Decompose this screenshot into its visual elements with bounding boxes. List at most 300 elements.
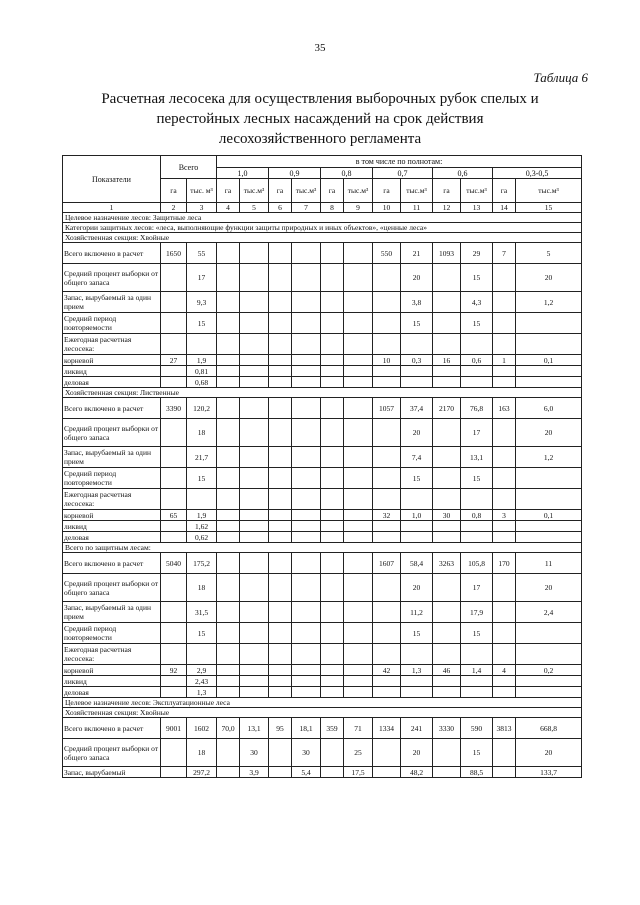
table-cell: 297,2 bbox=[187, 767, 217, 778]
table-cell: 0,2 bbox=[516, 665, 582, 676]
header-total: Всего bbox=[161, 156, 217, 179]
table-cell: 9,3 bbox=[187, 292, 217, 313]
table-cell bbox=[321, 447, 344, 468]
table-cell bbox=[516, 468, 582, 489]
table-cell: 18 bbox=[187, 739, 217, 767]
table-row bbox=[63, 623, 582, 644]
table-cell bbox=[516, 366, 582, 377]
table-row bbox=[63, 532, 582, 543]
table-cell: 5,4 bbox=[292, 767, 321, 778]
table-cell bbox=[493, 468, 516, 489]
table-cell bbox=[292, 489, 321, 510]
table-cell: 95 bbox=[269, 718, 292, 739]
table-cell: 1334 bbox=[373, 718, 401, 739]
table-cell bbox=[292, 687, 321, 698]
table-cell bbox=[516, 687, 582, 698]
section-row bbox=[63, 223, 582, 233]
header-density: 0,6 bbox=[433, 168, 493, 179]
section-heading: Целевое назначение лесов: Защитные леса bbox=[63, 213, 582, 223]
table-cell: 20 bbox=[516, 264, 582, 292]
table-cell bbox=[161, 468, 187, 489]
table-cell: 32 bbox=[373, 510, 401, 521]
row-label: корневой bbox=[63, 665, 161, 676]
column-number: 6 bbox=[269, 203, 292, 213]
table-cell: 2,4 bbox=[516, 602, 582, 623]
table-cell bbox=[292, 398, 321, 419]
table-cell bbox=[493, 334, 516, 355]
table-cell bbox=[217, 419, 240, 447]
table-cell bbox=[161, 676, 187, 687]
table-cell bbox=[344, 602, 373, 623]
row-label: Всего включено в расчет bbox=[63, 718, 161, 739]
table-row bbox=[63, 521, 582, 532]
table-cell bbox=[373, 419, 401, 447]
table-cell bbox=[493, 521, 516, 532]
table-cell: 92 bbox=[161, 665, 187, 676]
table-cell bbox=[269, 264, 292, 292]
table-cell bbox=[217, 602, 240, 623]
table-cell: 46 bbox=[433, 665, 461, 676]
table-row bbox=[63, 334, 582, 355]
table-cell bbox=[401, 366, 433, 377]
table-cell: 2,43 bbox=[187, 676, 217, 687]
table-cell bbox=[493, 739, 516, 767]
table-cell: 1 bbox=[493, 355, 516, 366]
table-cell bbox=[321, 767, 344, 778]
table-cell: 3390 bbox=[161, 398, 187, 419]
table-row bbox=[63, 510, 582, 521]
table-cell: 4,3 bbox=[461, 292, 493, 313]
row-label: Ежегодная расчетная лесосека: bbox=[63, 644, 161, 665]
row-label: Запас, вырубаемый за один прием bbox=[63, 602, 161, 623]
row-label: Всего включено в расчет bbox=[63, 553, 161, 574]
table-cell: 590 bbox=[461, 718, 493, 739]
table-cell bbox=[217, 447, 240, 468]
table-cell bbox=[321, 532, 344, 543]
table-cell: 175,2 bbox=[187, 553, 217, 574]
table-cell bbox=[269, 510, 292, 521]
table-cell bbox=[493, 366, 516, 377]
table-cell bbox=[269, 623, 292, 644]
title-line: перестойных лесных насаждений на срок действия bbox=[156, 111, 484, 127]
table-cell bbox=[461, 489, 493, 510]
section-row bbox=[63, 698, 582, 708]
table-cell bbox=[516, 623, 582, 644]
row-label: Средний процент выборки от общего запаса bbox=[63, 574, 161, 602]
table-cell bbox=[240, 489, 269, 510]
section-heading: Категории защитных лесов: «леса, выполняющие функции защиты природных и иных объектов», «ценные леса» bbox=[63, 223, 582, 233]
table-cell bbox=[321, 687, 344, 698]
table-cell bbox=[344, 665, 373, 676]
table-cell bbox=[217, 243, 240, 264]
table-cell bbox=[240, 623, 269, 644]
table-cell bbox=[433, 334, 461, 355]
table-cell: 13,1 bbox=[240, 718, 269, 739]
table-cell bbox=[433, 292, 461, 313]
table-cell bbox=[344, 521, 373, 532]
table-cell bbox=[292, 264, 321, 292]
table-cell bbox=[269, 313, 292, 334]
table-cell: 1093 bbox=[433, 243, 461, 264]
table-cell: 1,9 bbox=[187, 510, 217, 521]
table-cell bbox=[187, 334, 217, 355]
table-cell bbox=[269, 644, 292, 665]
table-cell: 0,68 bbox=[187, 377, 217, 388]
table-cell bbox=[401, 334, 433, 355]
table-cell bbox=[373, 739, 401, 767]
table-cell bbox=[269, 377, 292, 388]
header-unit: га bbox=[161, 179, 187, 203]
header-unit: га bbox=[217, 179, 240, 203]
table-cell bbox=[373, 366, 401, 377]
table-cell bbox=[217, 377, 240, 388]
column-number: 4 bbox=[217, 203, 240, 213]
table-cell bbox=[217, 532, 240, 543]
table-cell: 15 bbox=[461, 468, 493, 489]
table-cell: 15 bbox=[461, 739, 493, 767]
table-cell: 48,2 bbox=[401, 767, 433, 778]
table-cell bbox=[401, 489, 433, 510]
table-cell: 0,3 bbox=[401, 355, 433, 366]
table-cell: 3263 bbox=[433, 553, 461, 574]
table-cell bbox=[217, 687, 240, 698]
table-cell bbox=[373, 264, 401, 292]
table-cell bbox=[344, 377, 373, 388]
column-number: 14 bbox=[493, 203, 516, 213]
table-cell: 1,62 bbox=[187, 521, 217, 532]
table-cell bbox=[269, 574, 292, 602]
table-cell: 133,7 bbox=[516, 767, 582, 778]
table-cell bbox=[516, 313, 582, 334]
table-cell bbox=[187, 489, 217, 510]
table-cell: 15 bbox=[461, 264, 493, 292]
table-cell bbox=[344, 313, 373, 334]
table-cell: 88,5 bbox=[461, 767, 493, 778]
table-cell bbox=[217, 510, 240, 521]
table-cell bbox=[292, 574, 321, 602]
table-cell bbox=[217, 739, 240, 767]
table-cell bbox=[292, 532, 321, 543]
table-cell bbox=[161, 419, 187, 447]
table-cell bbox=[493, 644, 516, 665]
table-row bbox=[63, 419, 582, 447]
table-cell bbox=[461, 644, 493, 665]
table-cell bbox=[433, 264, 461, 292]
table-cell bbox=[292, 510, 321, 521]
table-row bbox=[63, 377, 582, 388]
table-cell bbox=[161, 366, 187, 377]
table-cell bbox=[344, 510, 373, 521]
row-label: Запас, вырубаемый за один прием bbox=[63, 447, 161, 468]
table-cell bbox=[493, 676, 516, 687]
table-cell bbox=[217, 623, 240, 644]
table-cell: 65 bbox=[161, 510, 187, 521]
table-cell: 2170 bbox=[433, 398, 461, 419]
section-heading: Всего по защитным лесам: bbox=[63, 543, 582, 553]
table-cell bbox=[292, 366, 321, 377]
table-cell bbox=[217, 676, 240, 687]
table-cell bbox=[433, 676, 461, 687]
row-label: Средний процент выборки от общего запаса bbox=[63, 739, 161, 767]
table-cell: 42 bbox=[373, 665, 401, 676]
table-cell bbox=[240, 521, 269, 532]
table-cell bbox=[269, 292, 292, 313]
row-label: ликвид bbox=[63, 366, 161, 377]
table-cell bbox=[493, 767, 516, 778]
table-cell: 1,0 bbox=[401, 510, 433, 521]
table-cell bbox=[321, 665, 344, 676]
table-cell bbox=[161, 767, 187, 778]
table-cell bbox=[217, 489, 240, 510]
table-cell bbox=[161, 739, 187, 767]
table-cell bbox=[373, 521, 401, 532]
table-title bbox=[60, 89, 580, 149]
table-cell bbox=[161, 292, 187, 313]
table-cell bbox=[269, 676, 292, 687]
table-cell: 58,4 bbox=[401, 553, 433, 574]
table-cell bbox=[433, 602, 461, 623]
table-row bbox=[63, 739, 582, 767]
table-cell bbox=[217, 264, 240, 292]
header-unit: га bbox=[269, 179, 292, 203]
table-cell: 1650 bbox=[161, 243, 187, 264]
header-unit: га bbox=[433, 179, 461, 203]
table-cell bbox=[516, 676, 582, 687]
table-cell bbox=[217, 292, 240, 313]
table-cell bbox=[217, 366, 240, 377]
table-cell bbox=[321, 602, 344, 623]
table-cell: 20 bbox=[516, 739, 582, 767]
column-number: 12 bbox=[433, 203, 461, 213]
table-cell bbox=[292, 644, 321, 665]
table-cell bbox=[461, 687, 493, 698]
table-cell bbox=[269, 468, 292, 489]
table-cell bbox=[373, 687, 401, 698]
table-cell bbox=[493, 532, 516, 543]
table-cell bbox=[217, 355, 240, 366]
table-cell bbox=[433, 739, 461, 767]
table-cell bbox=[321, 510, 344, 521]
row-label: Запас, вырубаемый за один прием bbox=[63, 292, 161, 313]
table-cell bbox=[217, 468, 240, 489]
row-label: ликвид bbox=[63, 676, 161, 687]
table-cell: 18 bbox=[187, 574, 217, 602]
table-cell: 668,8 bbox=[516, 718, 582, 739]
table-row bbox=[63, 676, 582, 687]
table-cell bbox=[433, 366, 461, 377]
header-unit: тыс.м³ bbox=[461, 179, 493, 203]
table-cell bbox=[269, 553, 292, 574]
table-cell bbox=[373, 532, 401, 543]
row-label: Средний период повторяемости bbox=[63, 468, 161, 489]
table-cell bbox=[321, 623, 344, 644]
row-label: корневой bbox=[63, 355, 161, 366]
table-cell: 21,7 bbox=[187, 447, 217, 468]
row-label: Всего включено в расчет bbox=[63, 398, 161, 419]
table-cell bbox=[292, 447, 321, 468]
table-cell bbox=[321, 334, 344, 355]
header-by-density: в том числе по полнотам: bbox=[217, 156, 582, 168]
table-cell bbox=[269, 355, 292, 366]
table-cell bbox=[373, 489, 401, 510]
table-cell bbox=[321, 644, 344, 665]
row-label: деловая bbox=[63, 532, 161, 543]
table-cell: 17 bbox=[187, 264, 217, 292]
table-cell: 76,8 bbox=[461, 398, 493, 419]
row-label: Ежегодная расчетная лесосека: bbox=[63, 334, 161, 355]
table-row bbox=[63, 355, 582, 366]
table-cell: 0,6 bbox=[461, 355, 493, 366]
table-cell bbox=[240, 398, 269, 419]
table-cell bbox=[373, 313, 401, 334]
table-row bbox=[63, 398, 582, 419]
table-cell bbox=[269, 687, 292, 698]
table-cell bbox=[269, 739, 292, 767]
table-cell: 70,0 bbox=[217, 718, 240, 739]
table-cell bbox=[461, 334, 493, 355]
table-cell bbox=[344, 687, 373, 698]
table-cell bbox=[240, 377, 269, 388]
table-cell bbox=[269, 602, 292, 623]
table-cell: 25 bbox=[344, 739, 373, 767]
table-cell bbox=[493, 264, 516, 292]
table-cell bbox=[433, 644, 461, 665]
table-cell bbox=[161, 532, 187, 543]
title-line: Расчетная лесосека для осуществления выборочных рубок спелых и bbox=[101, 91, 539, 107]
table-cell bbox=[292, 602, 321, 623]
table-cell: 37,4 bbox=[401, 398, 433, 419]
table-cell bbox=[269, 366, 292, 377]
table-cell bbox=[269, 521, 292, 532]
table-cell bbox=[433, 489, 461, 510]
table-cell bbox=[344, 292, 373, 313]
table-cell bbox=[344, 355, 373, 366]
table-cell: 359 bbox=[321, 718, 344, 739]
table-cell: 71 bbox=[344, 718, 373, 739]
header-unit: тыс.м³ bbox=[344, 179, 373, 203]
table-cell bbox=[344, 264, 373, 292]
row-label: Запас, вырубаемый bbox=[63, 767, 161, 778]
table-cell: 10 bbox=[373, 355, 401, 366]
table-cell: 20 bbox=[401, 739, 433, 767]
table-cell bbox=[344, 532, 373, 543]
table-cell: 15 bbox=[461, 623, 493, 644]
table-cell bbox=[321, 313, 344, 334]
table-cell bbox=[493, 687, 516, 698]
table-cell: 17 bbox=[461, 574, 493, 602]
table-cell bbox=[321, 468, 344, 489]
table-row bbox=[63, 264, 582, 292]
header-unit: тыс. м³ bbox=[187, 179, 217, 203]
table-cell bbox=[493, 623, 516, 644]
table-cell bbox=[373, 377, 401, 388]
section-heading: Хозяйственная секция: Хвойные bbox=[63, 708, 582, 718]
row-label: корневой bbox=[63, 510, 161, 521]
allowable-cut-table bbox=[62, 155, 582, 778]
section-row bbox=[63, 708, 582, 718]
table-cell bbox=[161, 489, 187, 510]
table-cell: 18,1 bbox=[292, 718, 321, 739]
table-cell: 1,9 bbox=[187, 355, 217, 366]
table-cell bbox=[373, 468, 401, 489]
table-cell bbox=[217, 521, 240, 532]
row-label: Средний период повторяемости bbox=[63, 623, 161, 644]
table-cell: 30 bbox=[433, 510, 461, 521]
table-cell bbox=[240, 532, 269, 543]
table-row bbox=[63, 366, 582, 377]
table-cell bbox=[161, 377, 187, 388]
table-cell: 0,1 bbox=[516, 355, 582, 366]
table-cell bbox=[292, 377, 321, 388]
table-cell bbox=[373, 334, 401, 355]
table-cell bbox=[240, 602, 269, 623]
table-wrapper bbox=[62, 155, 581, 778]
table-cell: 0,62 bbox=[187, 532, 217, 543]
table-cell: 55 bbox=[187, 243, 217, 264]
table-cell: 20 bbox=[401, 264, 433, 292]
table-cell bbox=[240, 553, 269, 574]
table-cell bbox=[401, 521, 433, 532]
table-cell: 3813 bbox=[493, 718, 516, 739]
row-label: ликвид bbox=[63, 521, 161, 532]
table-cell: 0,8 bbox=[461, 510, 493, 521]
table-cell bbox=[269, 665, 292, 676]
table-cell bbox=[240, 292, 269, 313]
header-unit: тыс.м³ bbox=[292, 179, 321, 203]
column-number: 11 bbox=[401, 203, 433, 213]
table-cell: 3 bbox=[493, 510, 516, 521]
column-number: 15 bbox=[516, 203, 582, 213]
table-cell: 1,4 bbox=[461, 665, 493, 676]
table-cell bbox=[321, 243, 344, 264]
table-cell bbox=[321, 377, 344, 388]
table-cell bbox=[344, 398, 373, 419]
table-row bbox=[63, 644, 582, 665]
section-row bbox=[63, 213, 582, 223]
table-row bbox=[63, 767, 582, 778]
table-cell bbox=[217, 334, 240, 355]
table-cell: 2,9 bbox=[187, 665, 217, 676]
table-cell bbox=[240, 419, 269, 447]
table-cell bbox=[493, 447, 516, 468]
table-cell bbox=[240, 687, 269, 698]
table-cell bbox=[292, 553, 321, 574]
table-row bbox=[63, 447, 582, 468]
table-cell bbox=[240, 264, 269, 292]
table-cell: 11 bbox=[516, 553, 582, 574]
header-unit: тыс.м³ bbox=[240, 179, 269, 203]
column-number: 8 bbox=[321, 203, 344, 213]
header-density: 0,8 bbox=[321, 168, 373, 179]
table-cell bbox=[217, 767, 240, 778]
table-cell bbox=[344, 419, 373, 447]
column-number: 2 bbox=[161, 203, 187, 213]
table-cell bbox=[187, 644, 217, 665]
table-cell bbox=[344, 489, 373, 510]
table-cell: 1,2 bbox=[516, 447, 582, 468]
table-cell bbox=[493, 313, 516, 334]
table-cell bbox=[240, 676, 269, 687]
title-line: лесохозяйственного регламента bbox=[218, 131, 422, 147]
table-cell: 15 bbox=[187, 313, 217, 334]
column-number: 5 bbox=[240, 203, 269, 213]
table-cell bbox=[344, 243, 373, 264]
table-cell bbox=[401, 676, 433, 687]
table-cell: 15 bbox=[401, 313, 433, 334]
table-cell bbox=[292, 468, 321, 489]
table-cell bbox=[321, 739, 344, 767]
table-cell bbox=[516, 644, 582, 665]
